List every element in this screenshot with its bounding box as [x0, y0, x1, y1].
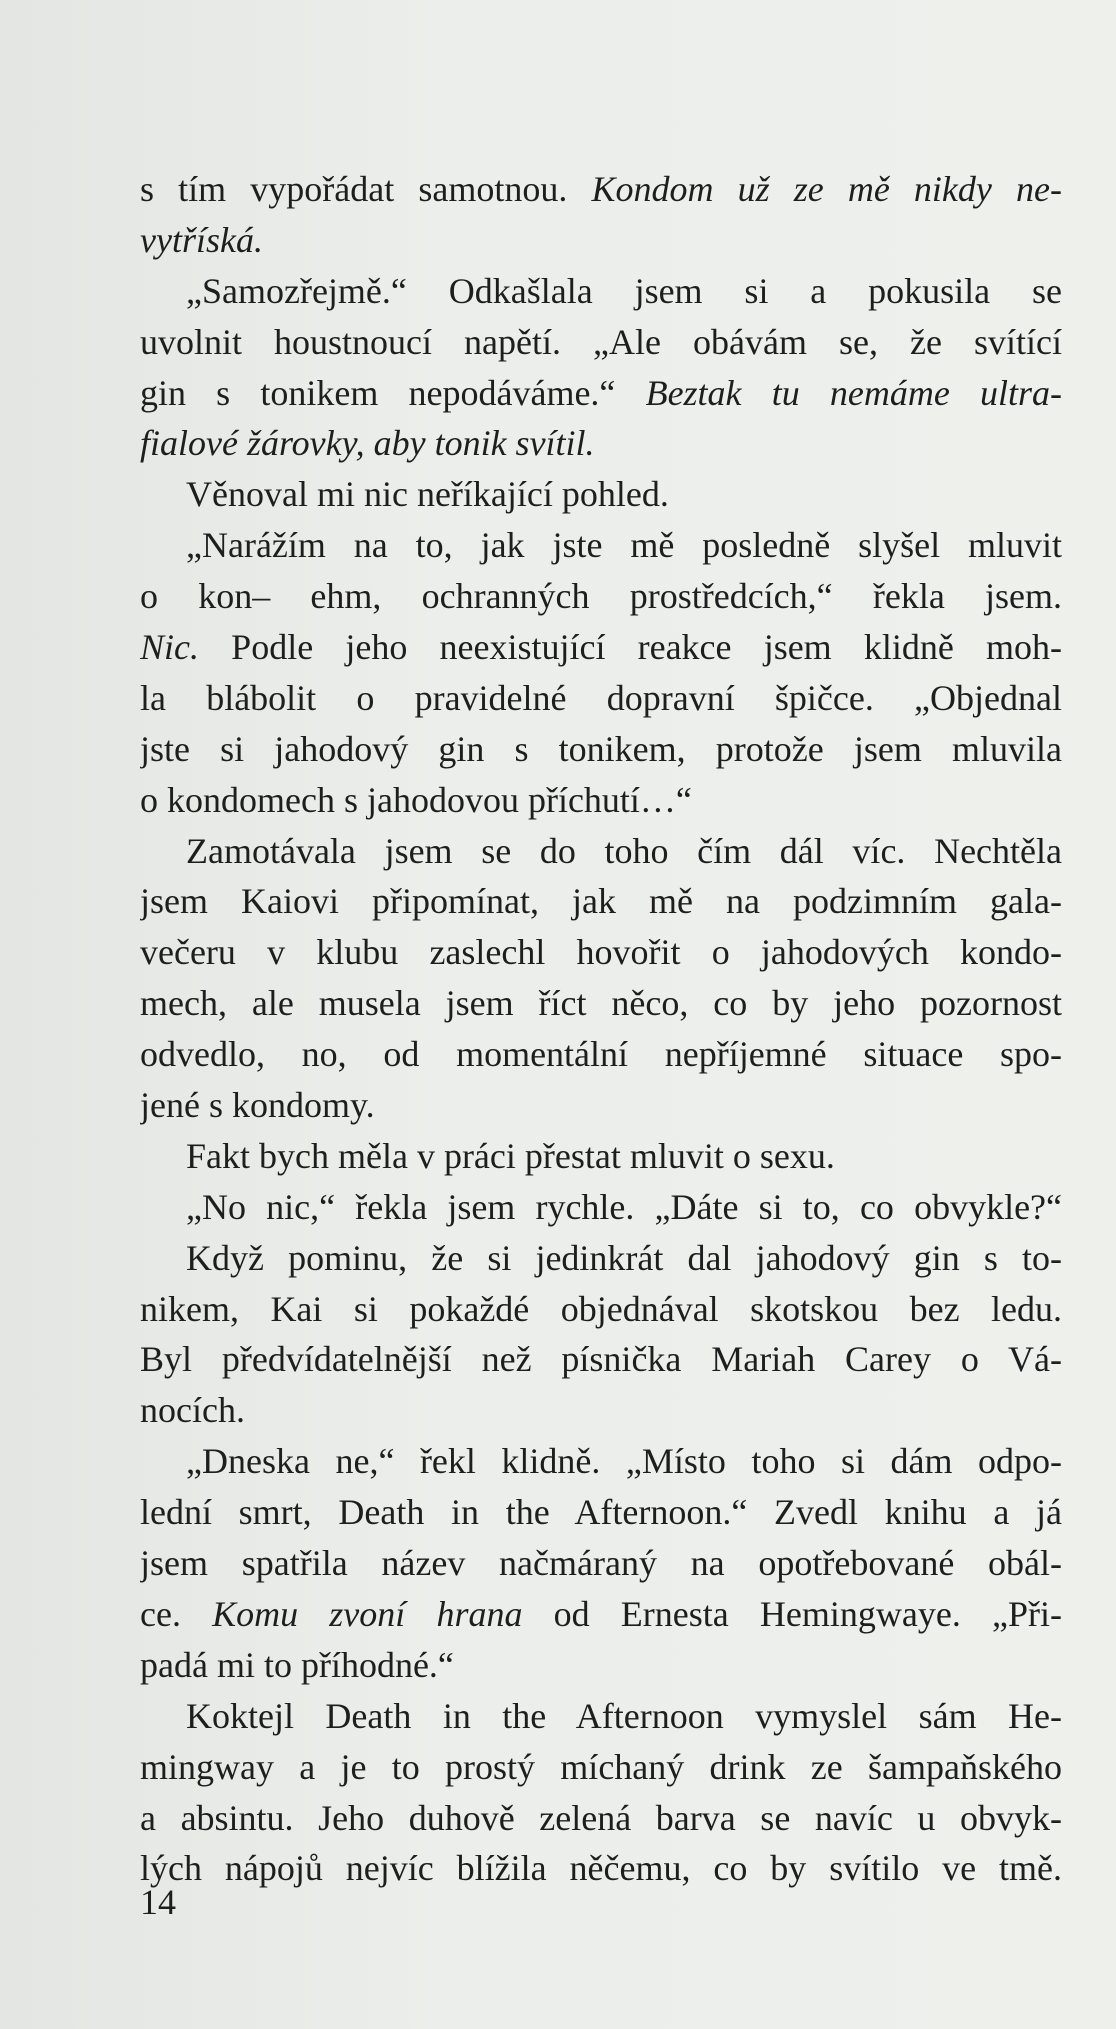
text-line: lední smrt, Death in the Afternoon.“ Zvedl knihu a já	[140, 1492, 1062, 1533]
text-line: uvolnit houstnoucí napětí. „Ale obávám se, že svítící	[140, 321, 1062, 362]
text-line: s tím vypořádat samotnou. Kondom už ze mě nikdy ne-	[140, 169, 1062, 209]
text-line: Věnoval mi nic neříkající pohled.	[186, 474, 669, 515]
text-line: Nic. Podle jeho neexistující reakce jsem klidně moh-	[140, 627, 1062, 668]
text-line: gin s tonikem nepodáváme.“ Beztak tu nemáme ultra-	[140, 372, 1062, 413]
text-line: jste si jahodový gin s tonikem, protože jsem mluvila	[140, 728, 1062, 769]
text-line: lých nápojů nejvíc blížila něčemu, co by svítilo ve tmě.	[140, 1848, 1062, 1889]
text-line: jené s kondomy.	[140, 1085, 375, 1126]
text-line: „Narážím na to, jak jste mě posledně slyšel mluvit	[186, 525, 1062, 566]
text-line: Zamotávala jsem se do toho čím dál víc. Nechtěla	[186, 830, 1062, 871]
text-line: „Dneska ne,“ řekl klidně. „Místo toho si dám odpo-	[186, 1441, 1062, 1482]
text-line: vytříská.	[140, 219, 263, 260]
text-line: a absintu. Jeho duhově zelená barva se navíc u obvyk-	[140, 1797, 1062, 1838]
text-line: la blábolit o pravidelné dopravní špičce. „Objednal	[140, 677, 1062, 718]
text-line: nocích.	[140, 1390, 245, 1431]
text-line: nikem, Kai si pokaždé objednával skotskou bez ledu.	[140, 1288, 1062, 1329]
text-line: Koktejl Death in the Afternoon vymyslel sám He-	[186, 1695, 1062, 1736]
text-line: odvedlo, no, od momentální nepříjemné situace spo-	[140, 1034, 1062, 1075]
text-line: jsem Kaiovi připomínat, jak mě na podzimním gala-	[140, 881, 1062, 922]
body-text	[140, 164, 1062, 1894]
text-line: o kondomech s jahodovou příchutí…“	[140, 779, 692, 820]
page-number: 14	[140, 1882, 176, 1922]
text-line: mech, ale musela jsem říct něco, co by jeho pozornost	[140, 983, 1062, 1024]
text-line: Když pominu, že si jedinkrát dal jahodový gin s to-	[186, 1237, 1062, 1278]
text-line: o kon– ehm, ochranných prostředcích,“ řekla jsem.	[140, 576, 1062, 617]
text-line: jsem spatřila název načmáraný na opotřebované obál-	[140, 1543, 1062, 1584]
text-line: fialové žárovky, aby tonik svítil.	[140, 423, 595, 464]
text-line: „Samozřejmě.“ Odkašlala jsem si a pokusila se	[186, 270, 1062, 311]
text-line: „No nic,“ řekla jsem rychle. „Dáte si to, co obvykle?“	[186, 1186, 1062, 1227]
text-line: mingway a je to prostý míchaný drink ze šampaňského	[140, 1746, 1062, 1787]
text-line: večeru v klubu zaslechl hovořit o jahodových kondo-	[140, 932, 1062, 973]
text-line: padá mi to příhodné.“	[140, 1644, 454, 1685]
text-line: Fakt bych měla v práci přestat mluvit o sexu.	[186, 1135, 835, 1176]
text-line: ce. Komu zvoní hrana od Ernesta Hemingwaye. „Při-	[140, 1593, 1062, 1634]
text-line: Byl předvídatelnější než písnička Mariah Carey o Vá-	[140, 1339, 1062, 1380]
